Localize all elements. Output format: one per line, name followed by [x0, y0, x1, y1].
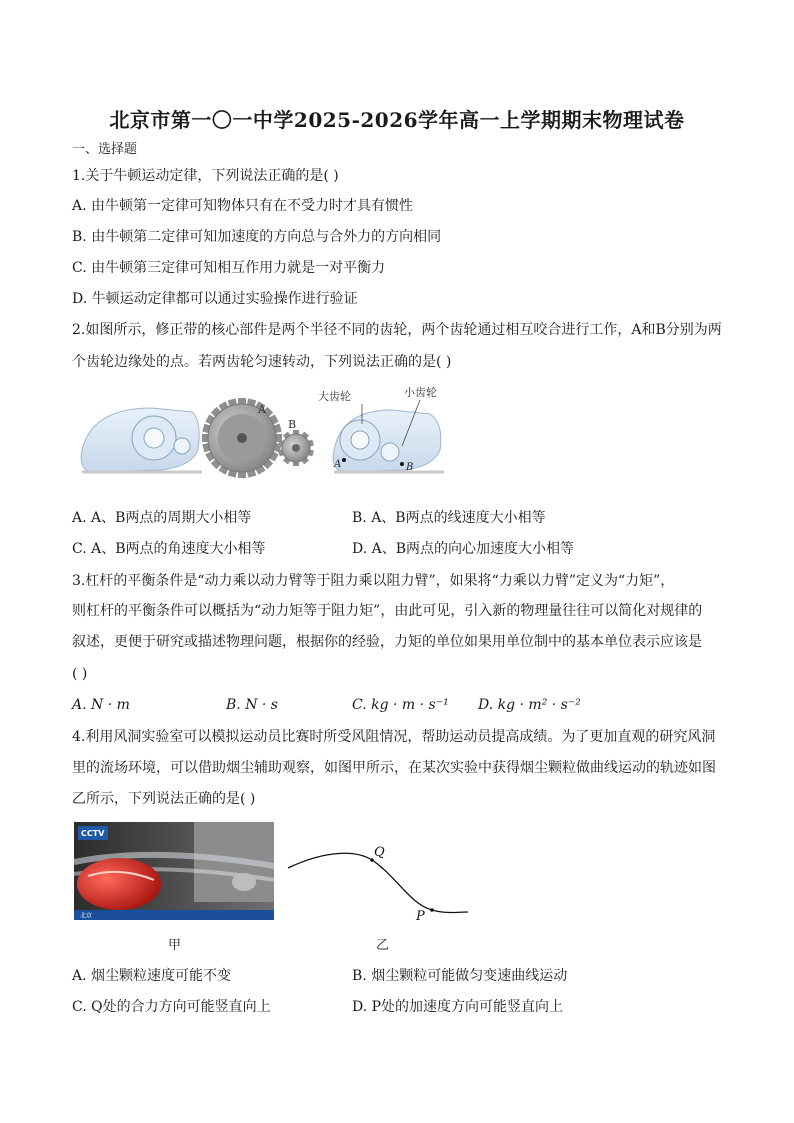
trajectory-figure	[286, 838, 476, 922]
q1-option-a: A. 由牛顿第一定律可知物体只有在不受力时才具有惯性	[72, 198, 414, 214]
q4-option-c: C. Q处的合力方向可能竖直向上	[72, 999, 271, 1015]
trajectory-curve	[288, 853, 468, 912]
q2-option-b: B. A、B两点的线速度大小相等	[352, 510, 546, 526]
q3-option-b: B. N · s	[226, 697, 278, 713]
point-b-label: B	[406, 462, 414, 473]
figure-yi-label: 乙	[376, 938, 390, 953]
q3-option-a: A. N · m	[72, 697, 130, 713]
page-title: 北京市第一〇一中学2025-2026学年高一上学期期末物理试卷	[109, 108, 685, 132]
q1-option-d: D. 牛顿运动定律都可以通过实验操作进行验证	[72, 291, 358, 307]
q4-stem-line2: 里的流场环境，可以借助烟尘辅助观察，如图甲所示，在某次实验中获得烟尘颗粒做曲线运动的轨迹如图	[72, 760, 716, 776]
q2-option-a: A. A、B两点的周期大小相等	[72, 510, 252, 526]
q4-option-d: D. P处的加速度方向可能竖直向上	[352, 999, 564, 1015]
q2-stem-line2: 个齿轮边缘处的点。若两齿轮匀速转动，下列说法正确的是( )	[72, 354, 452, 370]
correction-tape-right-illustration	[333, 400, 444, 472]
section-heading: 一、选择题	[72, 142, 138, 157]
big-gear-caption: 大齿轮	[318, 390, 351, 403]
q3-stem-line2: 则杠杆的平衡条件可以概括为“动力矩等于阻力矩”，由此可见，引入新的物理量往往可以简化对规律的	[72, 603, 703, 619]
gear-label-b: B	[288, 418, 297, 431]
point-p-marker	[430, 908, 434, 912]
small-gear-illustration	[278, 430, 314, 466]
correction-tape-left-illustration	[81, 408, 202, 472]
wind-tunnel-photo	[74, 822, 274, 920]
q4-option-b: B. 烟尘颗粒可能做匀变速曲线运动	[352, 968, 568, 984]
point-a-label: A	[334, 459, 342, 470]
q2-gear-figure	[72, 380, 462, 495]
point-p-label: P	[416, 909, 425, 922]
q1-option-b: B. 由牛顿第二定律可知加速度的方向总与合外力的方向相同	[72, 229, 442, 245]
q2-option-c: C. A、B两点的角速度大小相等	[72, 541, 266, 557]
photo-caption: 北京	[80, 912, 93, 920]
q1-option-c: C. 由牛顿第三定律可知相互作用力就是一对平衡力	[72, 260, 386, 276]
tv-logo: CCTV	[81, 829, 105, 838]
q3-stem-line3: 叙述，更便于研究或描述物理问题，根据你的经验，力矩的单位如果用单位制中的基本单位表示应该是	[72, 634, 702, 650]
q4-option-a: A. 烟尘颗粒速度可能不变	[72, 968, 232, 984]
q3-stem-line4: ( )	[72, 666, 88, 682]
q3-option-c: C. kg · m · s⁻¹	[352, 697, 449, 713]
big-gear-illustration	[202, 398, 282, 478]
q3-option-d: D. kg · m² · s⁻²	[478, 697, 581, 713]
small-gear-caption: 小齿轮	[404, 386, 437, 399]
q2-option-d: D. A、B两点的向心加速度大小相等	[352, 541, 575, 557]
q1-stem: 1.关于牛顿运动定律，下列说法正确的是( )	[72, 168, 339, 184]
q2-stem-line1: 2.如图所示，修正带的核心部件是两个半径不同的齿轮，两个齿轮通过相互咬合进行工作，A和B分别为两	[72, 322, 722, 338]
q3-stem-line1: 3.杠杆的平衡条件是“动力乘以动力臂等于阻力乘以阻力臂”，如果将“力乘以力臂”定义为“力矩”，	[72, 573, 675, 589]
q4-stem-line1: 4.利用风洞实验室可以模拟运动员比赛时所受风阻情况，帮助运动员提高成绩。为了更加直观的研究风洞	[72, 729, 716, 745]
figure-jia-label: 甲	[168, 938, 182, 953]
q4-stem-line3: 乙所示，下列说法正确的是( )	[72, 791, 256, 807]
gear-label-a: A	[258, 403, 266, 416]
point-q-label: Q	[374, 845, 385, 860]
